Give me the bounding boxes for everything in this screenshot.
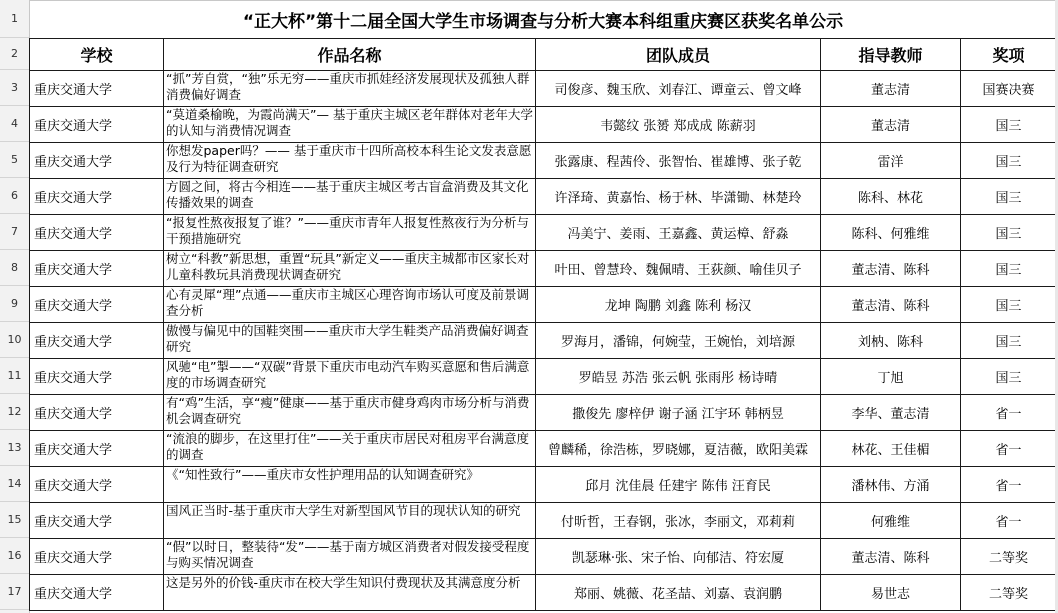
table-row: [30, 503, 1057, 539]
cell-work[interactable]: “流浪的脚步，在这里打住”——关于重庆市居民对租房平台满意度的调查: [164, 431, 536, 467]
cell-team[interactable]: 司俊彦、魏玉欣、刘春江、谭童云、曾文峰: [536, 71, 821, 107]
cell-team[interactable]: 叶田、曾慧玲、魏佩晴、王荻颜、喻佳贝子: [536, 251, 821, 287]
cell-school[interactable]: 重庆交通大学: [30, 179, 164, 215]
cell-advisor[interactable]: 刘枘、陈科: [821, 323, 961, 359]
cell-award[interactable]: 二等奖: [961, 575, 1057, 611]
row-number[interactable]: 4: [0, 106, 29, 142]
row-number-gutter: [0, 0, 30, 613]
cell-advisor[interactable]: 董志清、陈科: [821, 287, 961, 323]
row-number[interactable]: 10: [0, 322, 29, 358]
row-number[interactable]: 13: [0, 430, 29, 466]
cell-school[interactable]: 重庆交通大学: [30, 323, 164, 359]
table-row: [30, 179, 1057, 215]
cell-team[interactable]: 付昕哲，王春钢，张冰，李丽文，邓莉莉: [536, 503, 821, 539]
header-row: [30, 39, 1057, 71]
cell-award[interactable]: 国赛决赛: [961, 71, 1057, 107]
cell-advisor[interactable]: 陈科、何雅维: [821, 215, 961, 251]
table-row: [30, 143, 1057, 179]
header-advisor[interactable]: 指导教师: [821, 39, 961, 71]
cell-advisor[interactable]: 董志清: [821, 71, 961, 107]
award-table: [29, 0, 1057, 611]
cell-team[interactable]: 韦懿纹 张赟 郑成成 陈薪羽: [536, 107, 821, 143]
cell-work[interactable]: 《“知性致行”——重庆市女性护理用品的认知调查研究》: [164, 467, 536, 503]
row-number[interactable]: 5: [0, 142, 29, 178]
table-row: [30, 359, 1057, 395]
cell-team[interactable]: 撒俊先 廖梓伊 谢子涵 江宇环 韩柄昱: [536, 395, 821, 431]
table-row: [30, 251, 1057, 287]
table-row: [30, 395, 1057, 431]
title-row: [30, 1, 1057, 39]
header-team[interactable]: 团队成员: [536, 39, 821, 71]
cell-team[interactable]: 曾麟稀，徐浩栋，罗晓娜，夏洁薇，欧阳美霖: [536, 431, 821, 467]
cell-school[interactable]: 重庆交通大学: [30, 215, 164, 251]
cell-award[interactable]: 国三: [961, 287, 1057, 323]
row-number[interactable]: 6: [0, 178, 29, 214]
cell-team[interactable]: 罗皓昱 苏浩 张云帆 张雨彤 杨诗晴: [536, 359, 821, 395]
row-number[interactable]: 11: [0, 358, 29, 394]
row-number[interactable]: 3: [0, 70, 29, 106]
table-row: [30, 575, 1057, 611]
cell-team[interactable]: 凯瑟琳·张、宋子怡、向郁洁、符宏厦: [536, 539, 821, 575]
cell-award[interactable]: 省一: [961, 431, 1057, 467]
cell-school[interactable]: 重庆交通大学: [30, 539, 164, 575]
cell-school[interactable]: 重庆交通大学: [30, 71, 164, 107]
cell-team[interactable]: 罗海月，潘锦，何婉莹，王婉怡，刘培源: [536, 323, 821, 359]
header-award[interactable]: 奖项: [961, 39, 1057, 71]
cell-advisor[interactable]: 陈科、林花: [821, 179, 961, 215]
cell-work[interactable]: 傲慢与偏见中的国鞋突围——重庆市大学生鞋类产品消费偏好调查研究: [164, 323, 536, 359]
cell-advisor[interactable]: 潘林伟、方涌: [821, 467, 961, 503]
cell-advisor[interactable]: 易世志: [821, 575, 961, 611]
cell-award[interactable]: 国三: [961, 359, 1057, 395]
row-number[interactable]: 16: [0, 538, 29, 574]
cell-award[interactable]: 国三: [961, 179, 1057, 215]
cell-award[interactable]: 国三: [961, 323, 1057, 359]
table-row: [30, 539, 1057, 575]
row-number[interactable]: 7: [0, 214, 29, 250]
cell-award[interactable]: 国三: [961, 215, 1057, 251]
cell-advisor[interactable]: 李华、董志清: [821, 395, 961, 431]
cell-work[interactable]: 树立“科教”新思想，重置“玩具”新定义——重庆主城都市区家长对儿童科教玩具消费现状调查研究: [164, 251, 536, 287]
row-number[interactable]: 15: [0, 502, 29, 538]
cell-team[interactable]: 邱月 沈佳晨 任建宇 陈伟 汪育民: [536, 467, 821, 503]
cell-award[interactable]: 国三: [961, 107, 1057, 143]
row-number[interactable]: 17: [0, 574, 29, 610]
cell-work[interactable]: 这是另外的价钱-重庆市在校大学生知识付费现状及其满意度分析: [164, 575, 536, 611]
cell-team[interactable]: 郑丽、姚薇、花圣喆、刘嘉、袁润鹏: [536, 575, 821, 611]
cell-work[interactable]: 心有灵犀“理”点通——重庆市主城区心理咨询市场认可度及前景调查分析: [164, 287, 536, 323]
cell-advisor[interactable]: 雷洋: [821, 143, 961, 179]
cell-award[interactable]: 二等奖: [961, 539, 1057, 575]
cell-work[interactable]: 方圆之间，将古今相连——基于重庆主城区考古盲盒消费及其文化传播效果的调查: [164, 179, 536, 215]
cell-team[interactable]: 许泽琦、黄嘉怡、杨于林、毕潇锄、林楚玲: [536, 179, 821, 215]
cell-school[interactable]: 重庆交通大学: [30, 359, 164, 395]
cell-school[interactable]: 重庆交通大学: [30, 395, 164, 431]
table-row: [30, 215, 1057, 251]
cell-school[interactable]: 重庆交通大学: [30, 431, 164, 467]
cell-team[interactable]: 冯美宁、姜雨、王嘉鑫、黄运樟、舒淼: [536, 215, 821, 251]
row-number[interactable]: 14: [0, 466, 29, 502]
cell-school[interactable]: 重庆交通大学: [30, 287, 164, 323]
table-row: [30, 431, 1057, 467]
cell-award[interactable]: 国三: [961, 143, 1057, 179]
cell-team[interactable]: 龙坤 陶鹏 刘鑫 陈利 杨汉: [536, 287, 821, 323]
cell-school[interactable]: 重庆交通大学: [30, 503, 164, 539]
cell-advisor[interactable]: 董志清、陈科: [821, 539, 961, 575]
cell-school[interactable]: 重庆交通大学: [30, 107, 164, 143]
cell-work[interactable]: 有“鸡”生活，享“瘦”健康——基于重庆市健身鸡肉市场分析与消费机会调查研究: [164, 395, 536, 431]
cell-work[interactable]: “报复性熬夜报复了谁？”——重庆市青年人报复性熬夜行为分析与干预措施研究: [164, 215, 536, 251]
cell-work[interactable]: 国风正当时-基于重庆市大学生对新型国风节目的现状认知的研究: [164, 503, 536, 539]
table-row: [30, 71, 1057, 107]
cell-advisor[interactable]: 林花、王佳楣: [821, 431, 961, 467]
cell-work[interactable]: “莫道桑榆晚，为霞尚满天”— 基于重庆主城区老年群体对老年大学的认知与消费情况调查: [164, 107, 536, 143]
cell-team[interactable]: 张露康、程茜伶、张智怡、崔雄博、张子乾: [536, 143, 821, 179]
table-row: [30, 467, 1057, 503]
cell-advisor[interactable]: 何雅维: [821, 503, 961, 539]
row-number[interactable]: 9: [0, 286, 29, 322]
row-number[interactable]: 12: [0, 394, 29, 430]
cell-work[interactable]: 你想发paper吗？—— 基于重庆市十四所高校本科生论文发表意愿及行为特征调查研究: [164, 143, 536, 179]
cell-school[interactable]: 重庆交通大学: [30, 575, 164, 611]
cell-work[interactable]: 风驰“电”掣——“双碳”背景下重庆市电动汽车购买意愿和售后满意度的市场调查研究: [164, 359, 536, 395]
cell-award[interactable]: 省一: [961, 467, 1057, 503]
table-row: [30, 323, 1057, 359]
cell-work[interactable]: “假”以时日，整装待“发”——基于南方城区消费者对假发接受程度与购买情况调查: [164, 539, 536, 575]
table-row: [30, 107, 1057, 143]
row-number[interactable]: 2: [0, 38, 29, 70]
cell-school[interactable]: 重庆交通大学: [30, 467, 164, 503]
cell-school[interactable]: 重庆交通大学: [30, 143, 164, 179]
header-school[interactable]: 学校: [30, 39, 164, 71]
table-row: [30, 287, 1057, 323]
cell-award[interactable]: 国三: [961, 251, 1057, 287]
cell-school[interactable]: 重庆交通大学: [30, 251, 164, 287]
cell-award[interactable]: 省一: [961, 395, 1057, 431]
row-number[interactable]: 1: [0, 0, 29, 38]
cell-work[interactable]: “抓”芳自赏，“独”乐无穷——重庆市抓娃经济发展现状及孤独人群消费偏好调查: [164, 71, 536, 107]
cell-award[interactable]: 省一: [961, 503, 1057, 539]
cell-advisor[interactable]: 董志清: [821, 107, 961, 143]
sheet-title[interactable]: “正大杯”第十二届全国大学生市场调查与分析大赛本科组重庆赛区获奖名单公示: [30, 1, 1057, 39]
row-number[interactable]: 8: [0, 250, 29, 286]
cell-advisor[interactable]: 丁旭: [821, 359, 961, 395]
cell-advisor[interactable]: 董志清、陈科: [821, 251, 961, 287]
header-work[interactable]: 作品名称: [164, 39, 536, 71]
